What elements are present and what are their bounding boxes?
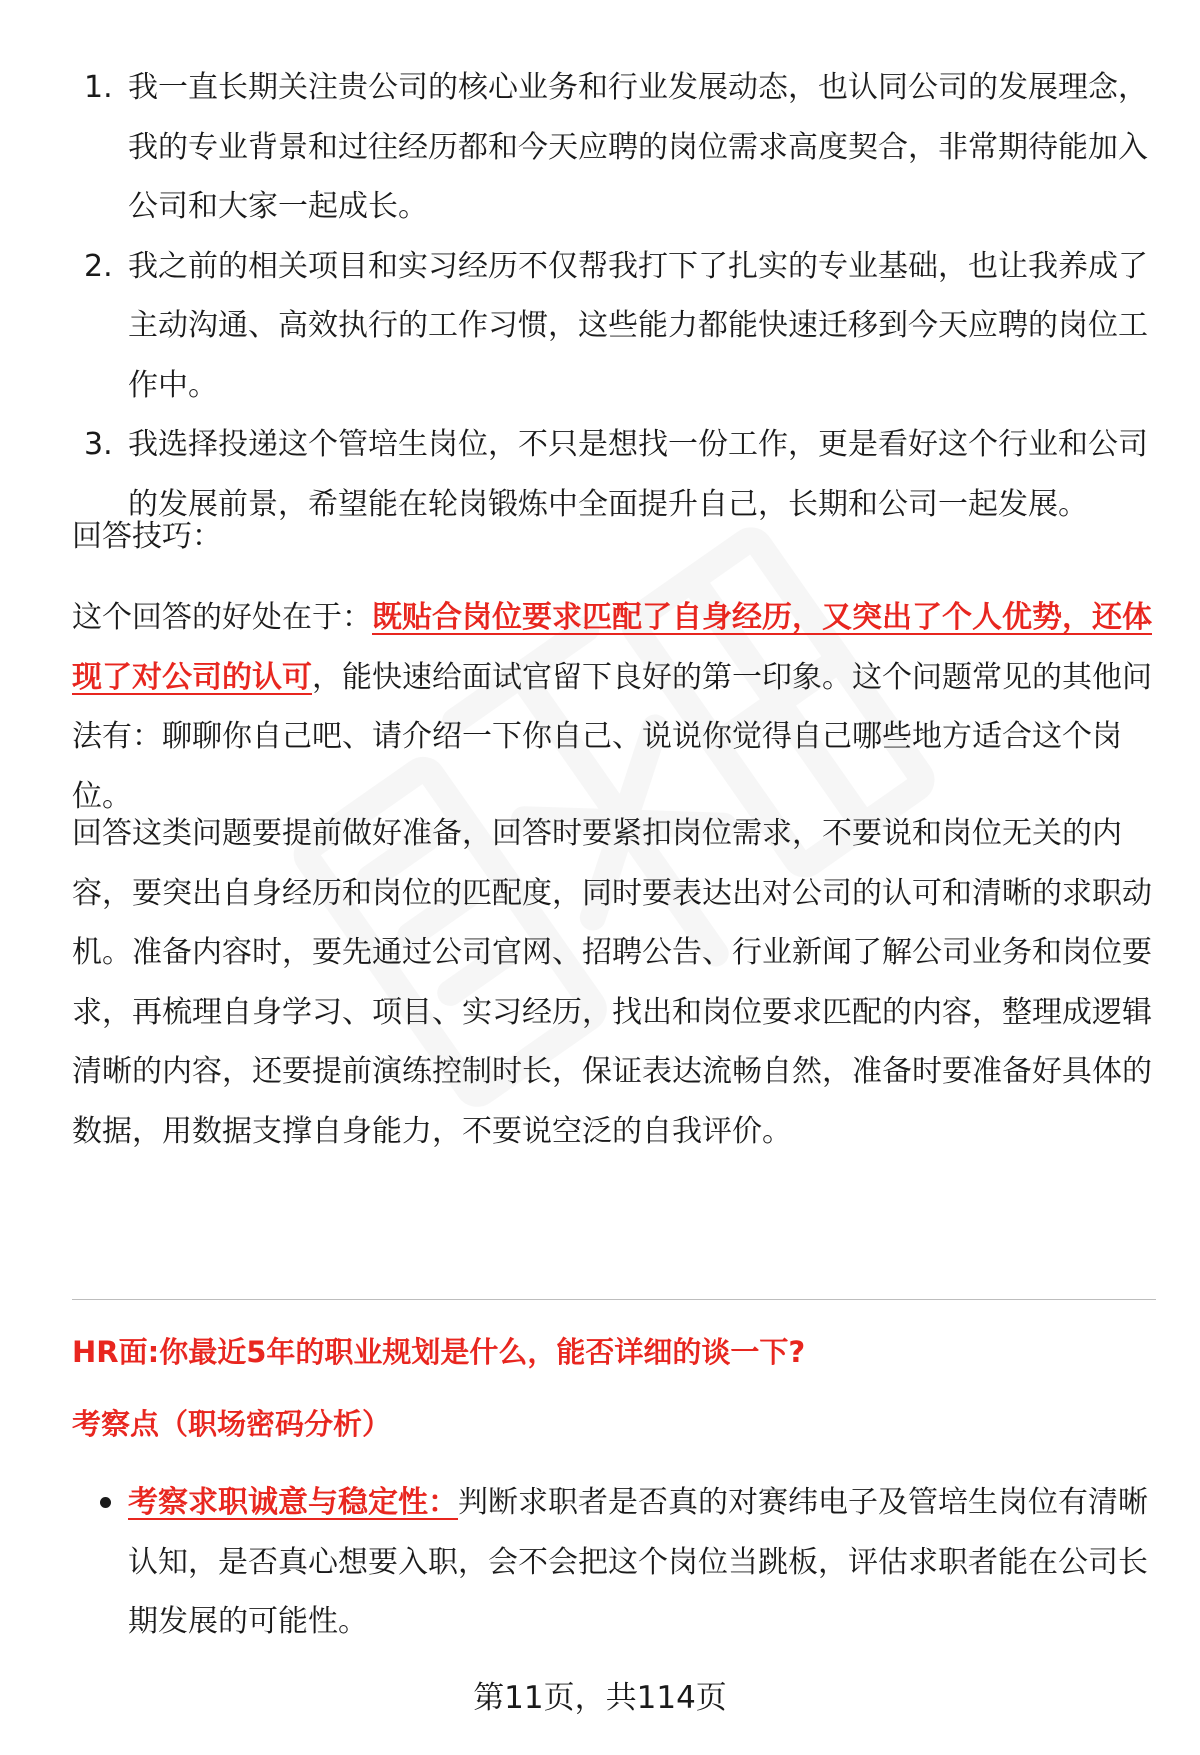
bullet-item <box>72 1473 1152 1652</box>
tips-prefix: 这个回答的好处在于： <box>72 600 372 635</box>
list-item <box>72 237 1152 416</box>
list-item-number: 1. <box>84 70 113 105</box>
list-item-number: 2. <box>84 248 113 284</box>
bullet-dot <box>100 1497 111 1508</box>
list-item <box>72 58 1152 237</box>
list-item-text: 我一直长期关注贵公司的核心业务和行业发展动态，也认同公司的发展理念，我的专业背景和过往经历都和今天应聘的岗位需求高度契合，非常期待能加入公司和大家一起成长。 <box>128 70 1148 224</box>
list-item-number: 3. <box>84 427 113 462</box>
tips-paragraph-2: 回答这类问题要提前做好准备，回答时要紧扣岗位需求，不要说和岗位无关的内容，要突出自身经历和岗位的匹配度，同时要表达出对公司的认可和清晰的求职动机。准备内容时，要先通过公司官网、招聘公告、行业新闻了解公司业务和岗位要求，再梳理自身学习、项目、实习经历，找出和岗位要求匹配的内容，整理成逻辑清晰的内容，还要提前演练控制时长，保证表达流畅自然，准备时要准备好具体的数据，用数据支撑自身能力，不要说空泛的自我评价。 <box>72 816 1152 1149</box>
page-number-footer: 第11页，共114页 <box>473 1680 727 1716</box>
answer-numbered-list <box>72 58 1152 534</box>
analysis-heading: 考察点（职场密码分析） <box>72 1407 392 1441</box>
tips-label: 回答技巧： <box>72 519 222 554</box>
bullet-label: 考察求职诚意与稳定性： <box>128 1485 458 1520</box>
section-divider <box>72 1299 1156 1300</box>
question-heading: HR面:你最近5年的职业规划是什么，能否详细的谈一下? <box>72 1335 806 1369</box>
tips-highlight: 既贴合岗位要求匹配了自身经历，又突出了个人优势，还体现了对公司的认可 <box>72 600 1152 695</box>
analysis-bullet-list <box>72 1473 1152 1652</box>
tips-suffix: ，能快速给面试官留下良好的第一印象。这个问题常见的其他问法有：聊聊你自己吧、请介绍一下你自己、说说你觉得自己哪些地方适合这个岗位。 <box>72 659 1152 814</box>
tips-paragraph-1 <box>72 588 1152 826</box>
list-item-text: 我选择投递这个管培生岗位，不只是想找一份工作，更是看好这个行业和公司的发展前景，希望能在轮岗锻炼中全面提升自己，长期和公司一起发展。 <box>128 427 1148 522</box>
list-item-text: 我之前的相关项目和实习经历不仅帮我打下了扎实的专业基础，也让我养成了主动沟通、高效执行的工作习惯，这些能力都能快速迁移到今天应聘的岗位工作中。 <box>128 248 1148 403</box>
bullet-text: 判断求职者是否真的对赛纬电子及管培生岗位有清晰认知，是否真心想要入职，会不会把这个岗位当跳板，评估求职者能在公司长期发展的可能性。 <box>128 1485 1148 1639</box>
